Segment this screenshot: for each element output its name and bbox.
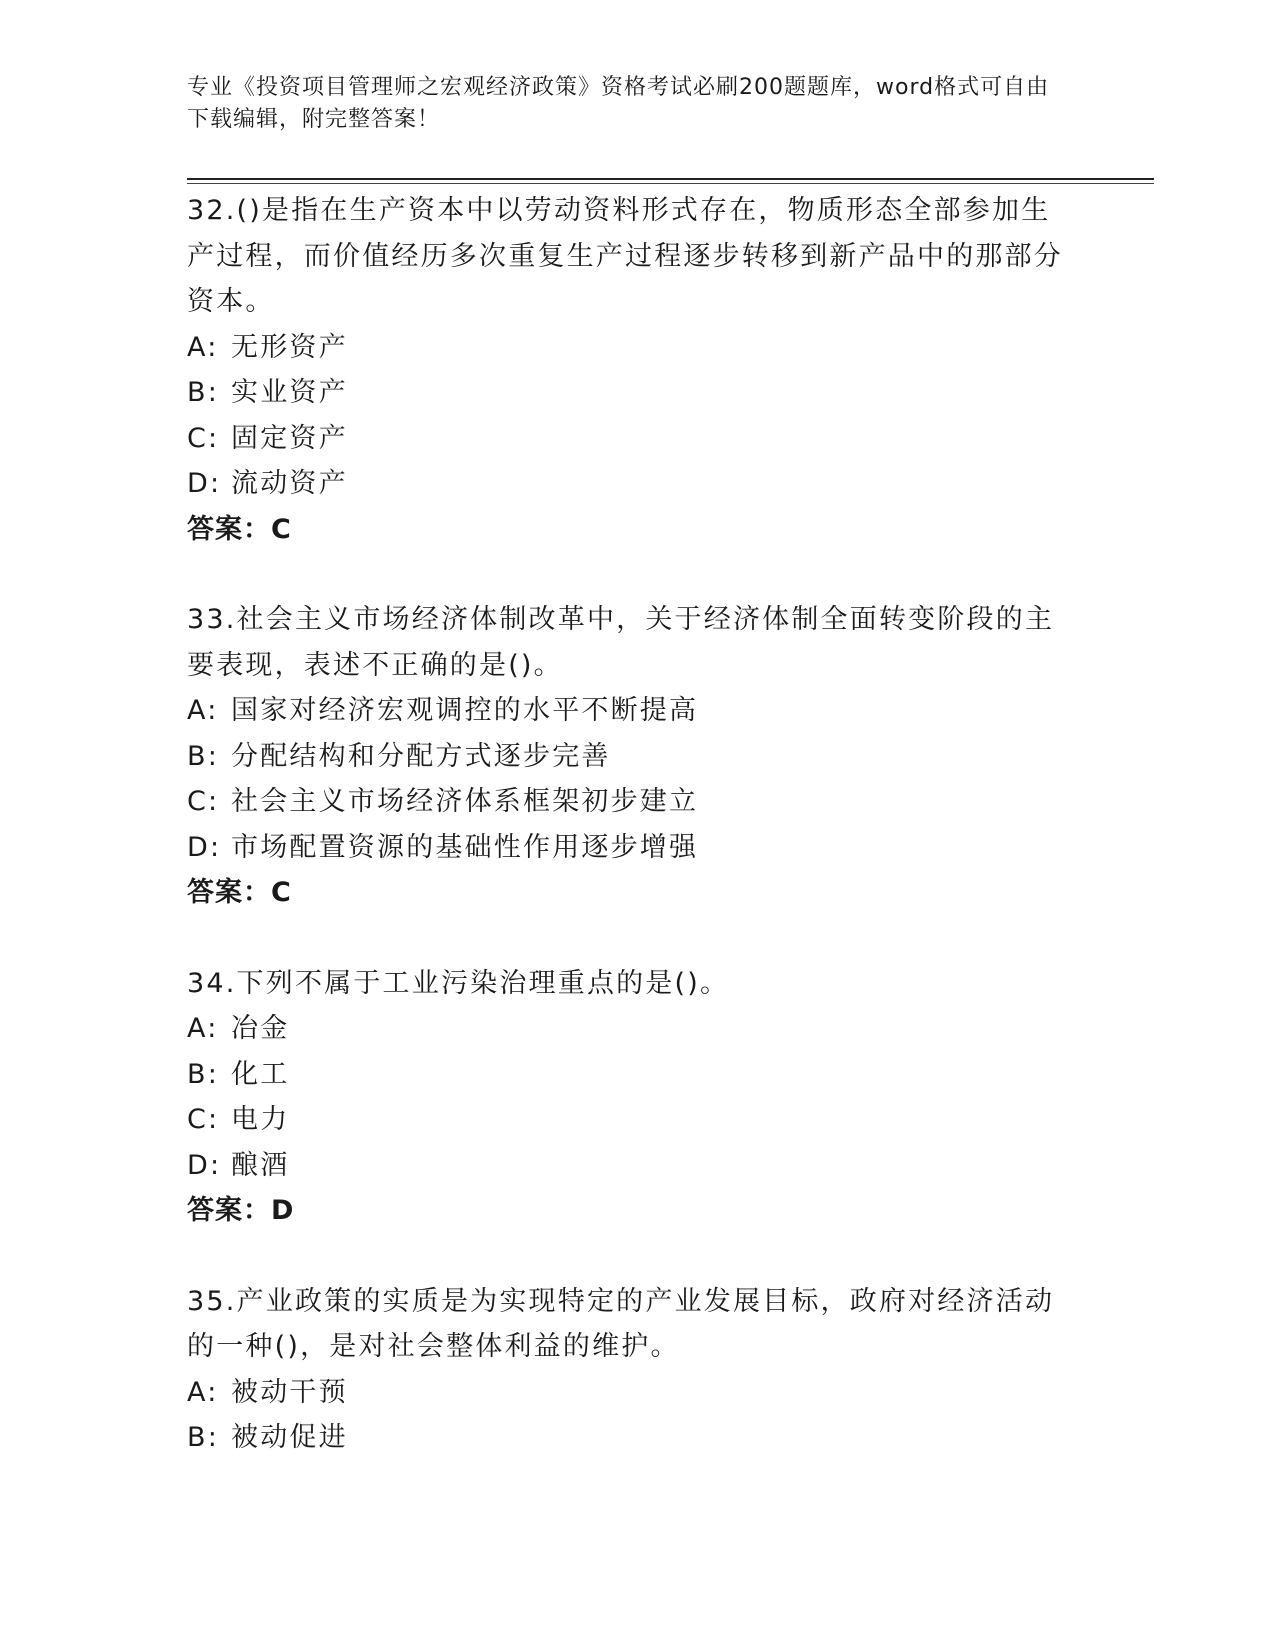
option-b bbox=[187, 1415, 1077, 1461]
option-letter: A: bbox=[187, 1013, 219, 1044]
option-letter: C: bbox=[187, 786, 220, 817]
question-stem: 33.社会主义市场经济体制改革中，关于经济体制全面转变阶段的主要表现，表述不正确的是()。 bbox=[187, 604, 1055, 681]
option-letter: D: bbox=[187, 468, 222, 499]
question-stem: 34.下列不属于工业污染治理重点的是()。 bbox=[187, 967, 730, 999]
option-a bbox=[187, 325, 1077, 371]
option-d bbox=[187, 825, 1077, 871]
option-text: 国家对经济宏观调控的水平不断提高 bbox=[231, 695, 699, 726]
option-letter: C: bbox=[187, 422, 220, 454]
option-c bbox=[187, 779, 1077, 825]
option-d bbox=[187, 1143, 1077, 1189]
option-a bbox=[187, 688, 1077, 734]
option-letter: A: bbox=[187, 1376, 219, 1408]
option-text: 分配结构和分配方式逐步完善 bbox=[231, 740, 611, 772]
option-text: 固定资产 bbox=[231, 422, 348, 454]
option-letter: B: bbox=[187, 377, 220, 408]
question-32 bbox=[187, 188, 1077, 552]
option-b bbox=[187, 370, 1077, 416]
question-list bbox=[187, 188, 1077, 1506]
option-c bbox=[187, 1097, 1077, 1143]
option-letter: D: bbox=[187, 831, 222, 863]
option-text: 被动干预 bbox=[231, 1376, 348, 1408]
answer-label: 答案：C bbox=[187, 513, 292, 545]
option-c bbox=[187, 416, 1077, 462]
option-letter: C: bbox=[187, 1104, 220, 1135]
option-text: 流动资产 bbox=[231, 468, 348, 499]
answer-label: 答案：C bbox=[187, 877, 292, 908]
option-text: 化工 bbox=[231, 1058, 290, 1090]
option-text: 实业资产 bbox=[231, 377, 348, 408]
option-text: 社会主义市场经济体系框架初步建立 bbox=[231, 786, 699, 817]
option-b bbox=[187, 1052, 1077, 1098]
option-a bbox=[187, 1370, 1077, 1416]
option-a bbox=[187, 1006, 1077, 1052]
option-letter: B: bbox=[187, 1422, 220, 1453]
document-header: 专业《投资项目管理师之宏观经济政策》资格考试必刷200题题库，word格式可自由下载编辑，附完整答案！ bbox=[187, 75, 1050, 132]
question-35 bbox=[187, 1279, 1077, 1461]
header-divider-thick bbox=[187, 178, 1154, 180]
option-text: 无形资产 bbox=[231, 331, 348, 363]
header-divider-thin bbox=[187, 183, 1154, 184]
option-d bbox=[187, 461, 1077, 507]
option-text: 被动促进 bbox=[231, 1422, 348, 1453]
option-b bbox=[187, 734, 1077, 780]
option-letter: B: bbox=[187, 1058, 220, 1090]
question-stem: 35.产业政策的实质是为实现特定的产业发展目标，政府对经济活动的一种()，是对社会整体利益的维护。 bbox=[187, 1285, 1055, 1362]
question-stem: 32.()是指在生产资本中以劳动资料形式存在，物质形态全部参加生产过程，而价值经历多次重复生产过程逐步转移到新产品中的那部分资本。 bbox=[187, 195, 1063, 317]
option-letter: A: bbox=[187, 331, 219, 363]
option-letter: A: bbox=[187, 695, 219, 726]
option-text: 冶金 bbox=[231, 1013, 290, 1044]
option-text: 电力 bbox=[231, 1104, 290, 1135]
question-33 bbox=[187, 597, 1077, 916]
answer-label: 答案：D bbox=[187, 1195, 295, 1226]
option-letter: D: bbox=[187, 1149, 222, 1181]
option-text: 市场配置资源的基础性作用逐步增强 bbox=[231, 831, 699, 863]
option-letter: B: bbox=[187, 740, 220, 772]
option-text: 酿酒 bbox=[231, 1149, 290, 1181]
question-34 bbox=[187, 961, 1077, 1234]
